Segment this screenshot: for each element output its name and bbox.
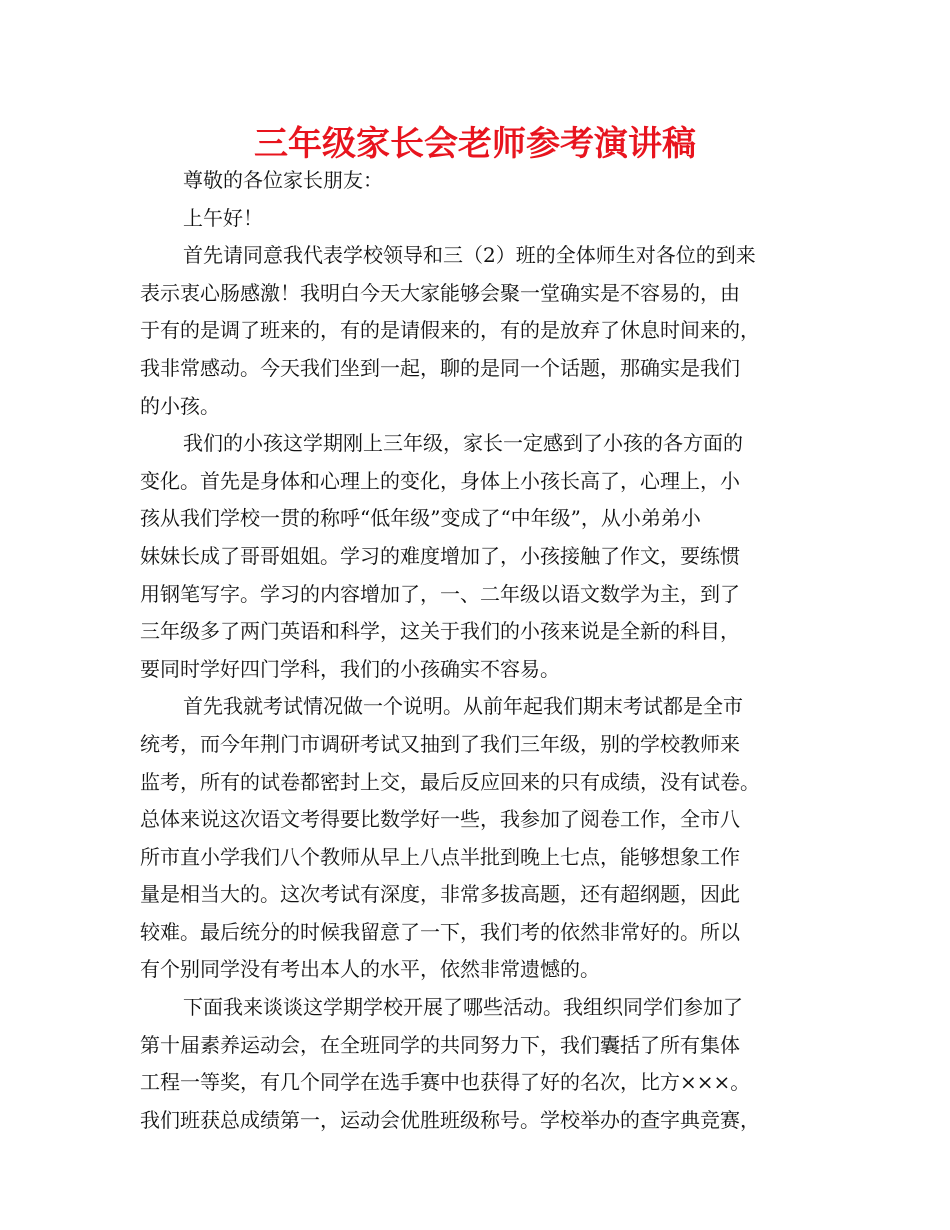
text-line: 三年级多了两门英语和科学，这关于我们的小孩来说是全新的科目，	[140, 619, 740, 644]
text-line: 变化。首先是身体和心理上的变化，身体上小孩长高了，心理上，小	[140, 468, 740, 493]
text-line: 我们的小孩这学期刚上三年级，家长一定感到了小孩的各方面的	[183, 431, 743, 456]
text-line: 量是相当大的。这次考试有深度，非常多拔高题，还有超纲题，因此	[140, 882, 740, 907]
text-line: 尊敬的各位家长朋友：	[183, 168, 383, 192]
text-line: 我非常感动。今天我们坐到一起，聊的是同一个话题，那确实是我们	[140, 355, 740, 380]
text-line: 首先我就考试情况做一个说明。从前年起我们期末考试都是全市	[183, 694, 743, 719]
text-line: 第十届素养运动会，在全班同学的共同努力下，我们囊括了所有集体	[140, 1032, 740, 1057]
text-line: 所市直小学我们八个教师从早上八点半批到晚上七点，能够想象工作	[140, 844, 740, 869]
text-line: 要同时学好四门学科，我们的小孩确实不容易。	[140, 656, 560, 681]
text-line: 表示衷心肠感激！我明白今天大家能够会聚一堂确实是不容易的，由	[140, 280, 740, 305]
text-line: 首先请同意我代表学校领导和三（2）班的全体师生对各位的到来	[183, 243, 756, 268]
text-line: 总体来说这次语文考得要比数学好一些，我参加了阅卷工作，全市八	[140, 807, 740, 832]
text-line: 孩从我们学校一贯的称呼“低年级”变成了“中年级”，从小弟弟小	[140, 506, 701, 531]
text-line: 妹妹长成了哥哥姐姐。学习的难度增加了，小孩接触了作文，要练惯	[140, 543, 740, 568]
text-line: 的小孩。	[140, 393, 220, 418]
text-line: 较难。最后统分的时候我留意了一下，我们考的依然非常好的。所以	[140, 919, 740, 944]
text-line: 我们班获总成绩第一，运动会优胜班级称号。学校举办的查字典竞赛，	[140, 1107, 760, 1132]
text-line: 用钢笔写字。学习的内容增加了，一、二年级以语文数学为主，到了	[140, 581, 740, 606]
text-line: 统考，而今年荆门市调研考试又抽到了我们三年级，别的学校教师来	[140, 731, 740, 756]
text-line: 上午好！	[183, 205, 263, 230]
text-line: 于有的是调了班来的，有的是请假来的，有的是放弃了休息时间来的，	[140, 318, 760, 343]
text-line: 工程一等奖，有几个同学在选手赛中也获得了好的名次，比方×××。	[140, 1070, 751, 1095]
document-title: 三年级家长会老师参考演讲稿	[254, 124, 696, 164]
text-line: 下面我来谈谈这学期学校开展了哪些活动。我组织同学们参加了	[183, 995, 743, 1020]
text-line: 监考，所有的试卷都密封上交，最后反应回来的只有成绩，没有试卷。	[140, 769, 760, 794]
text-line: 有个别同学没有考出本人的水平，依然非常遗憾的。	[140, 957, 600, 982]
document-body	[140, 162, 820, 1139]
